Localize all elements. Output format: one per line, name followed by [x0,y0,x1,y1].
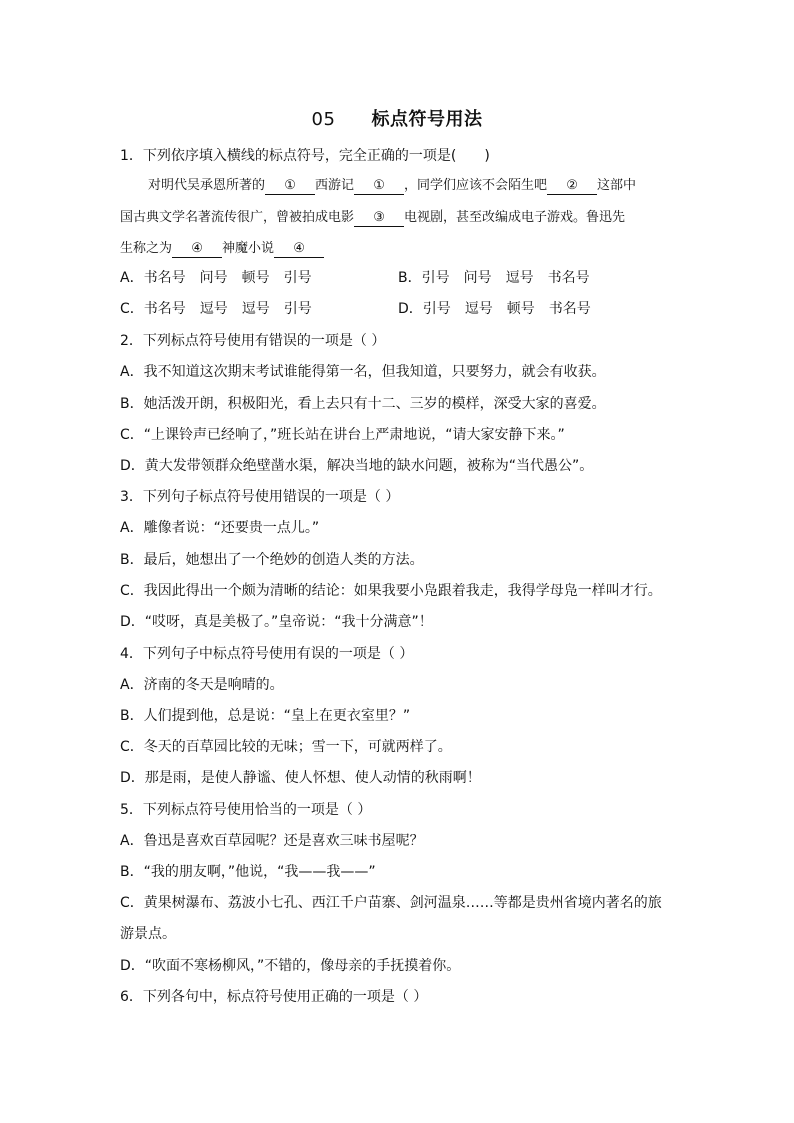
passage-text: 电视剧，甚至改编成电子游戏。鲁迅先 [404,210,626,225]
question-5-option-d: D．“吹面不寒杨柳风，”不错的，像母亲的手抚摸着你。 [120,958,461,974]
question-5-option-b: B．“我的朋友啊，”他说，“我——我——” [120,864,376,880]
question-1-passage-line-3 [120,239,680,259]
question-3-option-c: C．我因此得出一个颇为清晰的结论：如果我要小凫跟着我走，我得学母凫一样叫才行。 [120,583,662,599]
question-4-option-a: A．济南的冬天是响晴的。 [120,677,284,693]
question-1-option-c: C．书名号 逗号 逗号 引号 [120,301,312,317]
blank-4: ④ [172,241,222,258]
passage-text: 西游记 [315,178,355,193]
question-5-option-a: A．鲁迅是喜欢百草园呢？还是喜欢三味书屋呢？ [120,833,424,849]
blank-2: ② [547,178,597,195]
question-2-stem: 2．下列标点符号使用有错误的一项是（ ） [120,333,386,349]
question-2-option-b: B．她活泼开朗，积极阳光，看上去只有十二、三岁的模样，深受大家的喜爱。 [120,396,606,412]
passage-text: 对明代吴承恩所著的 [148,178,266,193]
page-title [0,105,794,131]
question-1-passage-line-1 [148,176,708,196]
question-4-stem: 4．下列句子中标点符号使用有误的一项是（ ） [120,646,414,662]
question-3-stem: 3．下列句子标点符号使用错误的一项是（ ） [120,489,400,505]
blank-4b: ④ [274,241,324,258]
question-1-option-a: A．书名号 问号 顿号 引号 [120,270,312,286]
question-3-option-a: A．雕像者说：“还要贵一点儿。” [120,520,320,536]
passage-text: 国古典文学名著流传很广，曾被拍成电影 [120,210,355,225]
passage-text: 这部中 [597,178,637,193]
title-text: 标点符号用法 [371,109,483,130]
passage-text: 神魔小说 [222,241,275,256]
question-4-option-c: C．冬天的百草园比较的无味；雪一下，可就两样了。 [120,739,452,755]
question-2-option-d: D．黄大发带领群众绝壁凿水渠，解决当地的缺水问题，被称为“当代愚公”。 [120,458,594,474]
blank-1: ① [265,178,315,195]
passage-text: 生称之为 [120,241,173,256]
question-5-stem: 5．下列标点符号使用恰当的一项是（ ） [120,802,372,818]
blank-1b: ① [354,178,404,195]
question-3-option-b: B．最后，她想出了一个绝妙的创造人类的方法。 [120,552,424,568]
question-4-option-d: D．那是雨，是使人静谧、使人怀想、使人动情的秋雨啊！ [120,770,481,786]
question-5-option-c-line-1: C．黄果树瀑布、荔波小七孔、西江千户苗寨、剑河温泉……等都是贵州省境内著名的旅 [120,895,662,911]
question-6-stem: 6．下列各句中，标点符号使用正确的一项是（ ） [120,989,428,1005]
question-1-option-d: D．引号 逗号 顿号 书名号 [398,301,591,317]
passage-text: ，同学们应该不会陌生吧 [404,178,548,193]
question-4-option-b: B．人们提到他，总是说：“皇上在更衣室里？” [120,708,411,724]
question-1-passage-line-2 [120,208,680,228]
question-2-option-c: C．“上课铃声已经响了，”班长站在讲台上严肃地说，“请大家安静下来。” [120,427,565,443]
question-1-stem: 1．下列依序填入横线的标点符号，完全正确的一项是( ) [120,148,490,164]
question-1-option-b: B．引号 问号 逗号 书名号 [398,270,590,286]
question-5-option-c-line-2: 游景点。 [120,926,176,942]
question-3-option-d: D．“哎呀，真是美极了。”皇帝说：“我十分满意”！ [120,614,433,630]
question-2-option-a: A．我不知道这次期末考试谁能得第一名，但我知道，只要努力，就会有收获。 [120,364,606,380]
title-number: 05 [311,109,336,130]
blank-3: ③ [354,210,404,227]
